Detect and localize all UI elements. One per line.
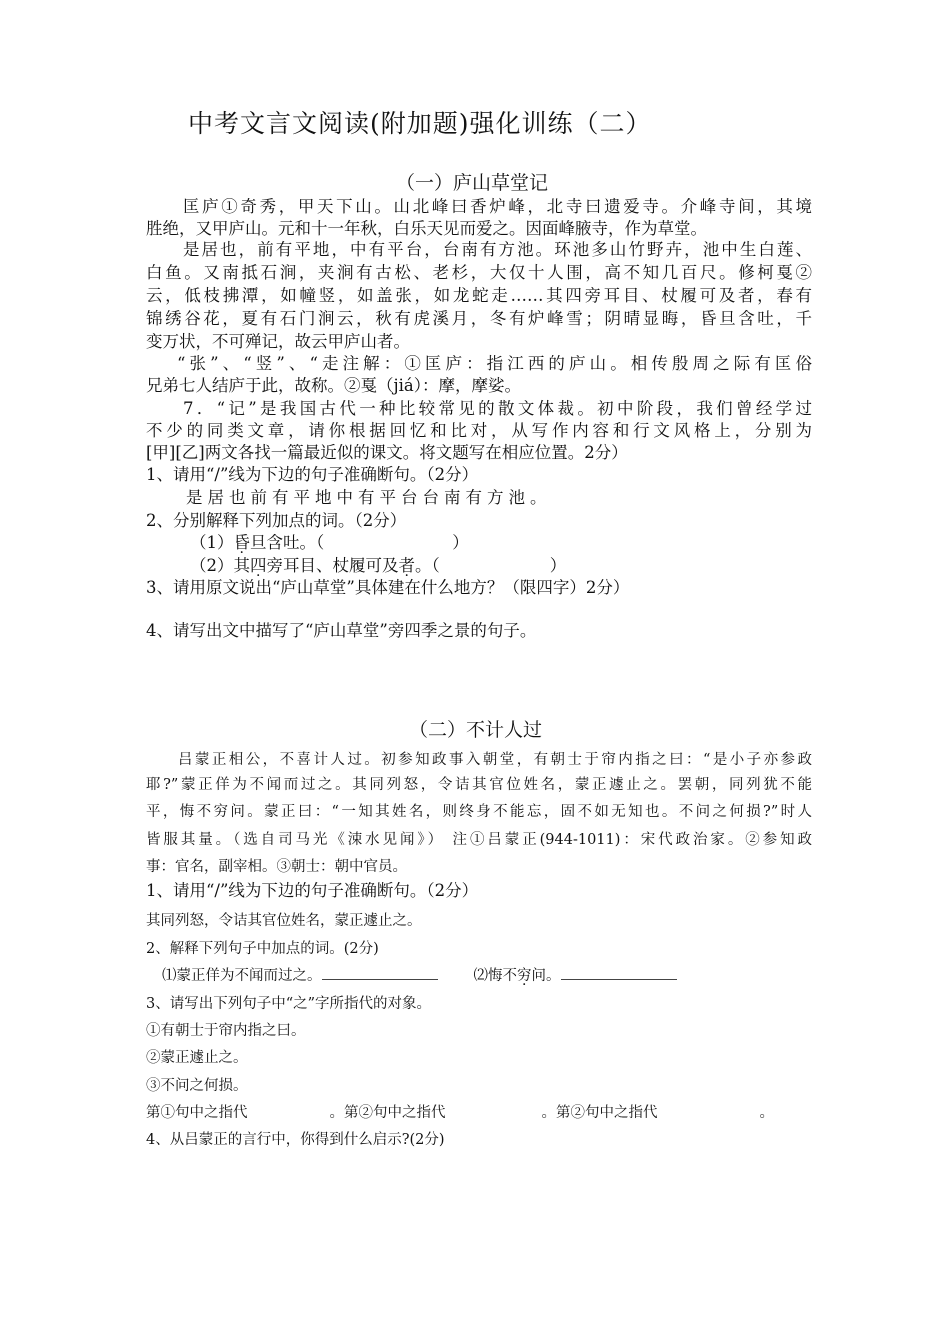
section1-line-3: 是居也，前有平地，中有平台，台南有方池。环池多山竹野卉，池中生白莲、 <box>183 240 812 259</box>
section1-notes-line-2: 兄弟七人结庐于此，故称。②戛（jiá）：摩，摩娑。 <box>146 376 521 395</box>
dotted-word: 者 <box>398 556 415 575</box>
section2-line-4: 皆服其量。（选自司马光《涑水见闻》） 注①吕蒙正(944-1011)：宋代政治家。②参知政 <box>146 832 812 848</box>
section1-question-1: 1、请用“/”线为下边的句子准确断句。（2分） <box>146 465 479 484</box>
section1-line-2: 胜绝，又甲庐山。元和十一年秋，白乐天见而爱之。因面峰腋寺，作为草堂。 <box>146 219 707 238</box>
section2-line-1: 吕蒙正相公，不喜计人过。初参知政事入朝堂，有朝士于帘内指之曰：“是小子亦参政 <box>178 752 812 768</box>
section1-line-1: 匡庐①奇秀，甲天下山。山北峰曰香炉峰，北寺曰遗爱寺。介峰寺间，其境 <box>183 197 812 216</box>
dotted-word: 四 <box>250 556 267 575</box>
section1-question-3: 3、请用原文说出“庐山草堂”具体建在什么地方？（限四字）2分） <box>146 578 630 597</box>
section1-line-4: 白鱼。又南抵石涧，夹涧有古松、老杉，大仅十人围，高不知几百尺。修柯戛② <box>146 263 812 282</box>
section1-question-2b: （2）其四旁耳目、杖履可及者。（ ） <box>190 556 567 575</box>
section2-line-2: 耶?”蒙正佯为不闻而过之。其同列怒，令诘其官位姓名，蒙正遽止之。罢朝，同列犹不能 <box>146 777 812 793</box>
section2-question-3-answer: 第①句中之指代 。第②句中之指代 。第②句中之指代 。 <box>146 1105 774 1121</box>
section2-question-2: 2、解释下列句子中加点的词。(2分) <box>146 941 379 957</box>
section2-question-3-item-1: ①有朝士于帘内指之曰。 <box>146 1023 306 1039</box>
section2-line-3: 平，悔不穷问。蒙正曰：“一知其姓名，则终身不能忘，固不如无知也。不问之何损?”时人 <box>146 804 812 820</box>
answer-blank[interactable] <box>561 965 677 980</box>
section2-line-5: 事：官名，副宰相。③朝士：朝中官员。 <box>146 859 407 875</box>
section1-question-2a: （1）昏旦含吐。（ ） <box>190 533 469 552</box>
section2-question-3-item-3: ③不问之何损。 <box>146 1078 248 1094</box>
section1-question-1-sentence: 是居也前有平地中有平台台南有方池。 <box>186 488 552 507</box>
section2-question-3: 3、请写出下列句子中“之”字所指代的对象。 <box>146 996 432 1012</box>
section2-question-4: 4、从吕蒙正的言行中，你得到什么启示?(2分) <box>146 1132 445 1148</box>
section2-heading: （二）不计人过 <box>409 719 543 741</box>
dotted-word: 昏 <box>233 533 250 552</box>
answer-blank[interactable] <box>322 965 438 980</box>
section1-line-7: 变万状，不可殚记，故云甲庐山者。 <box>146 332 410 351</box>
section1-q7-line-1: 7．“记”是我国古代一种比较常见的散文体裁。初中阶段，我们曾经学过 <box>183 399 812 418</box>
section2-question-1-sentence: 其同列怒，令诘其官位姓名，蒙正遽止之。 <box>146 913 422 929</box>
dotted-word: 穷 <box>517 968 532 984</box>
section1-question-2: 2、分别解释下列加点的词。（2分） <box>146 511 407 530</box>
section2-question-3-item-2: ②蒙正遽止之。 <box>146 1050 248 1066</box>
page-title: 中考文言文阅读(附加题)强化训练（二） <box>188 109 652 138</box>
section1-q7-line-3: [甲][乙]两文各找一篇最近似的课文。将文题写在相应位置。2分） <box>146 443 628 462</box>
section1-question-4: 4、请写出文中描写了“庐山草堂”旁四季之景的句子。 <box>146 621 537 640</box>
section1-q7-line-2: 不少的同类文章，请你根据回忆和比对，从写作内容和行文风格上，分别为 <box>146 421 812 440</box>
section2-question-1: 1、请用“/”线为下边的句子准确断句。（2分） <box>146 881 479 900</box>
section1-line-6: 锦绣谷花，夏有石门涧云，秋有虎溪月，冬有炉峰雪；阴晴显晦，昏旦含吐，千 <box>146 309 812 328</box>
section2-question-2-items: ⑴蒙正佯为不闻而过之。 ⑵悔不穷问。 <box>162 965 828 987</box>
section1-notes-line-1: “张”、“竖”、“走注解：①匡庐：指江西的庐山。相传殷周之际有匡俗 <box>177 354 812 373</box>
section1-line-5: 云，低枝拂潭，如幢竖，如盖张，如龙蛇走……其四旁耳目、杖履可及者，春有 <box>146 286 812 305</box>
section1-heading: （一）庐山草堂记 <box>396 172 549 194</box>
